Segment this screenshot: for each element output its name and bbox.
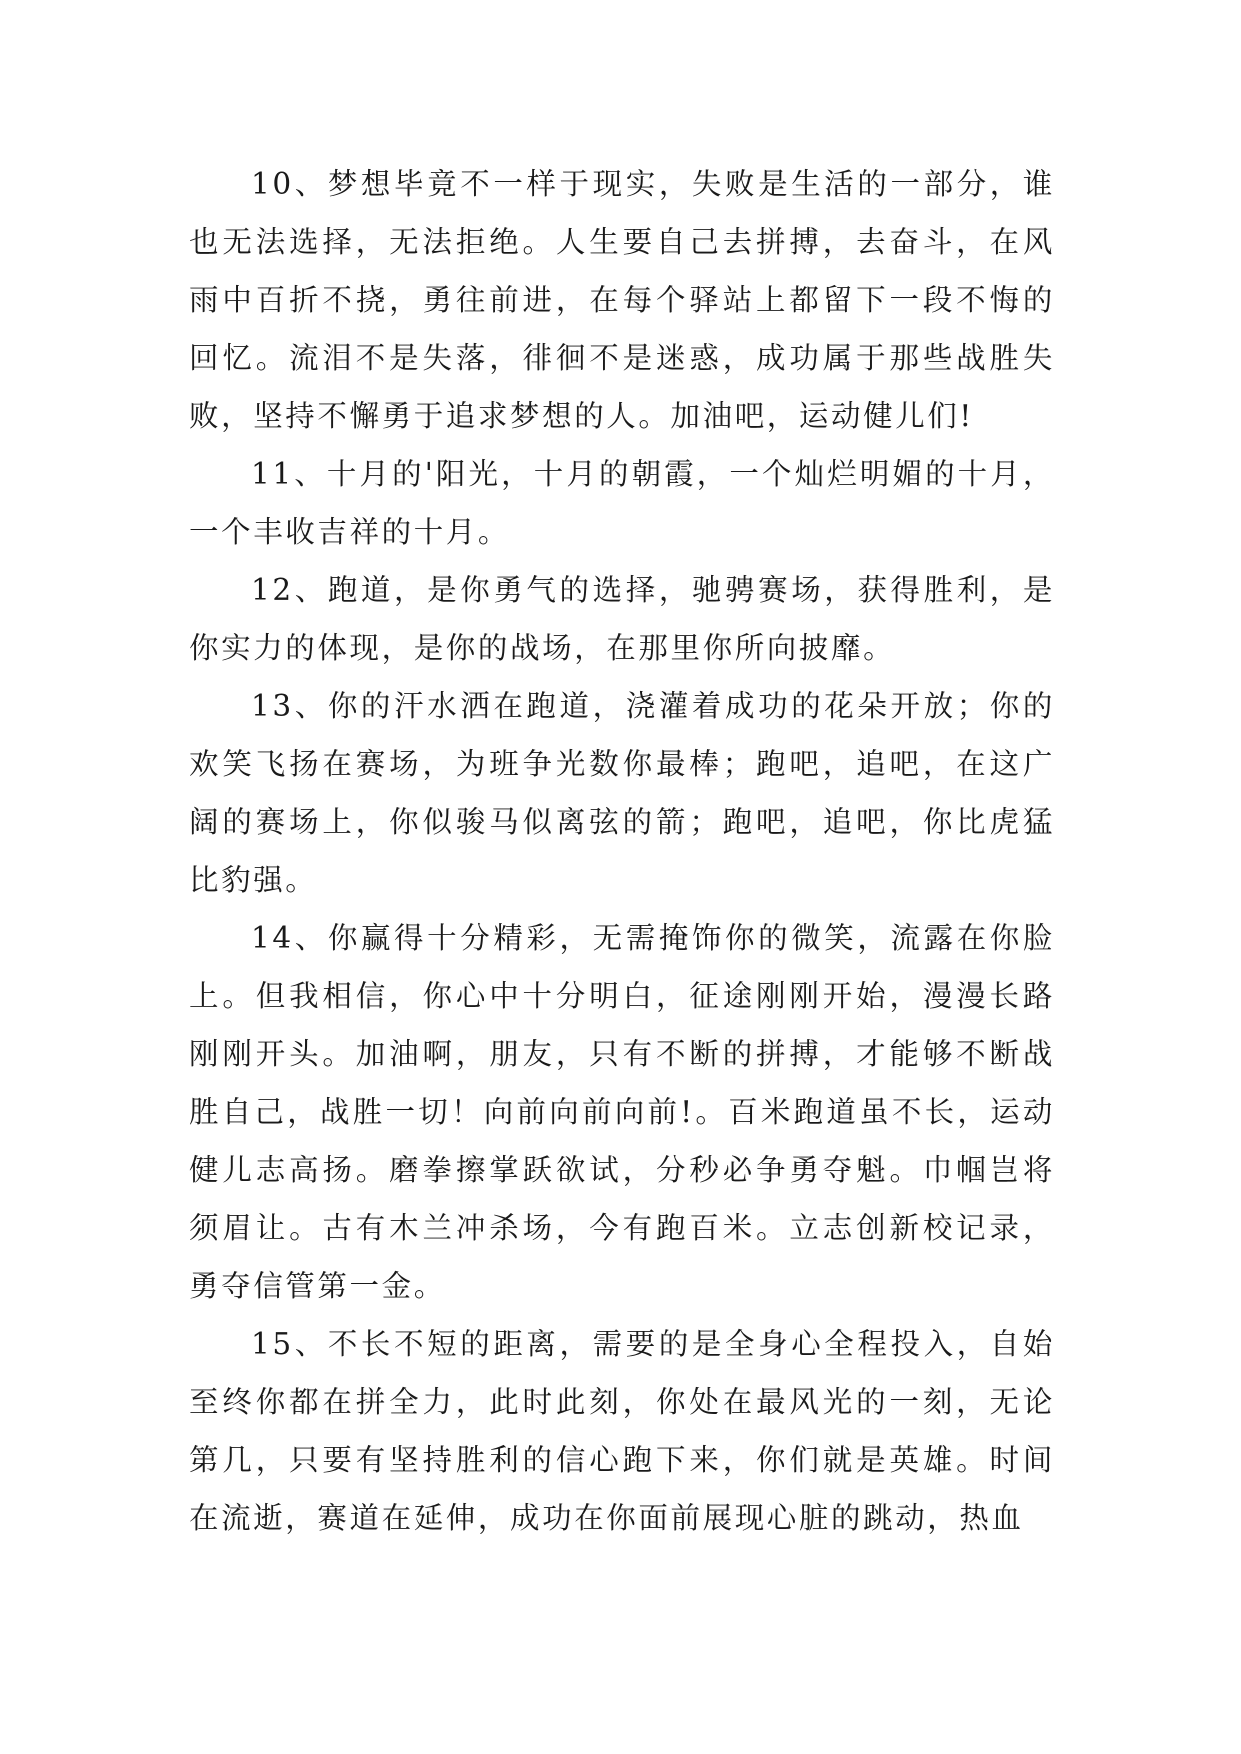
paragraph-12: 12、跑道，是你勇气的选择，驰骋赛场，获得胜利，是你实力的体现，是你的战场，在那里你所向披靡。 — [189, 573, 1055, 665]
paragraph-10: 10、梦想毕竟不一样于现实，失败是生活的一部分，谁也无法选择，无法拒绝。人生要自己去拼搏，去奋斗，在风雨中百折不挠，勇往前进，在每个驿站上都留下一段不悔的回忆。流泪不是失落，徘徊不是迷惑，成功属于那些战胜失败，坚持不懈勇于追求梦想的人。加油吧，运动健儿们! — [189, 167, 1055, 433]
paragraph-13: 13、你的汗水洒在跑道，浇灌着成功的花朵开放；你的欢笑飞扬在赛场，为班争光数你最棒；跑吧，追吧，在这广阔的赛场上，你似骏马似离弦的箭；跑吧，追吧，你比虎猛比豹强。 — [189, 689, 1055, 897]
document-body — [189, 155, 1055, 1547]
paragraph-14: 14、你赢得十分精彩，无需掩饰你的微笑，流露在你脸上。但我相信，你心中十分明白，征途刚刚开始，漫漫长路刚刚开头。加油啊，朋友，只有不断的拼搏，才能够不断战胜自己，战胜一切！向前向前向前!。百米跑道虽不长，运动健儿志高扬。磨拳擦掌跃欲试，分秒必争勇夺魁。巾帼岂将须眉让。古有木兰冲杀场，今有跑百米。立志创新校记录，勇夺信管第一金。 — [189, 921, 1055, 1303]
paragraph-15: 15、不长不短的距离，需要的是全身心全程投入，自始至终你都在拼全力，此时此刻，你处在最风光的一刻，无论第几，只要有坚持胜利的信心跑下来，你们就是英雄。时间在流逝，赛道在延伸，成功在你面前展现心脏的跳动，热血 — [189, 1327, 1055, 1535]
paragraph-11: 11、十月的'阳光，十月的朝霞，一个灿烂明媚的十月，一个丰收吉祥的十月。 — [189, 457, 1055, 549]
